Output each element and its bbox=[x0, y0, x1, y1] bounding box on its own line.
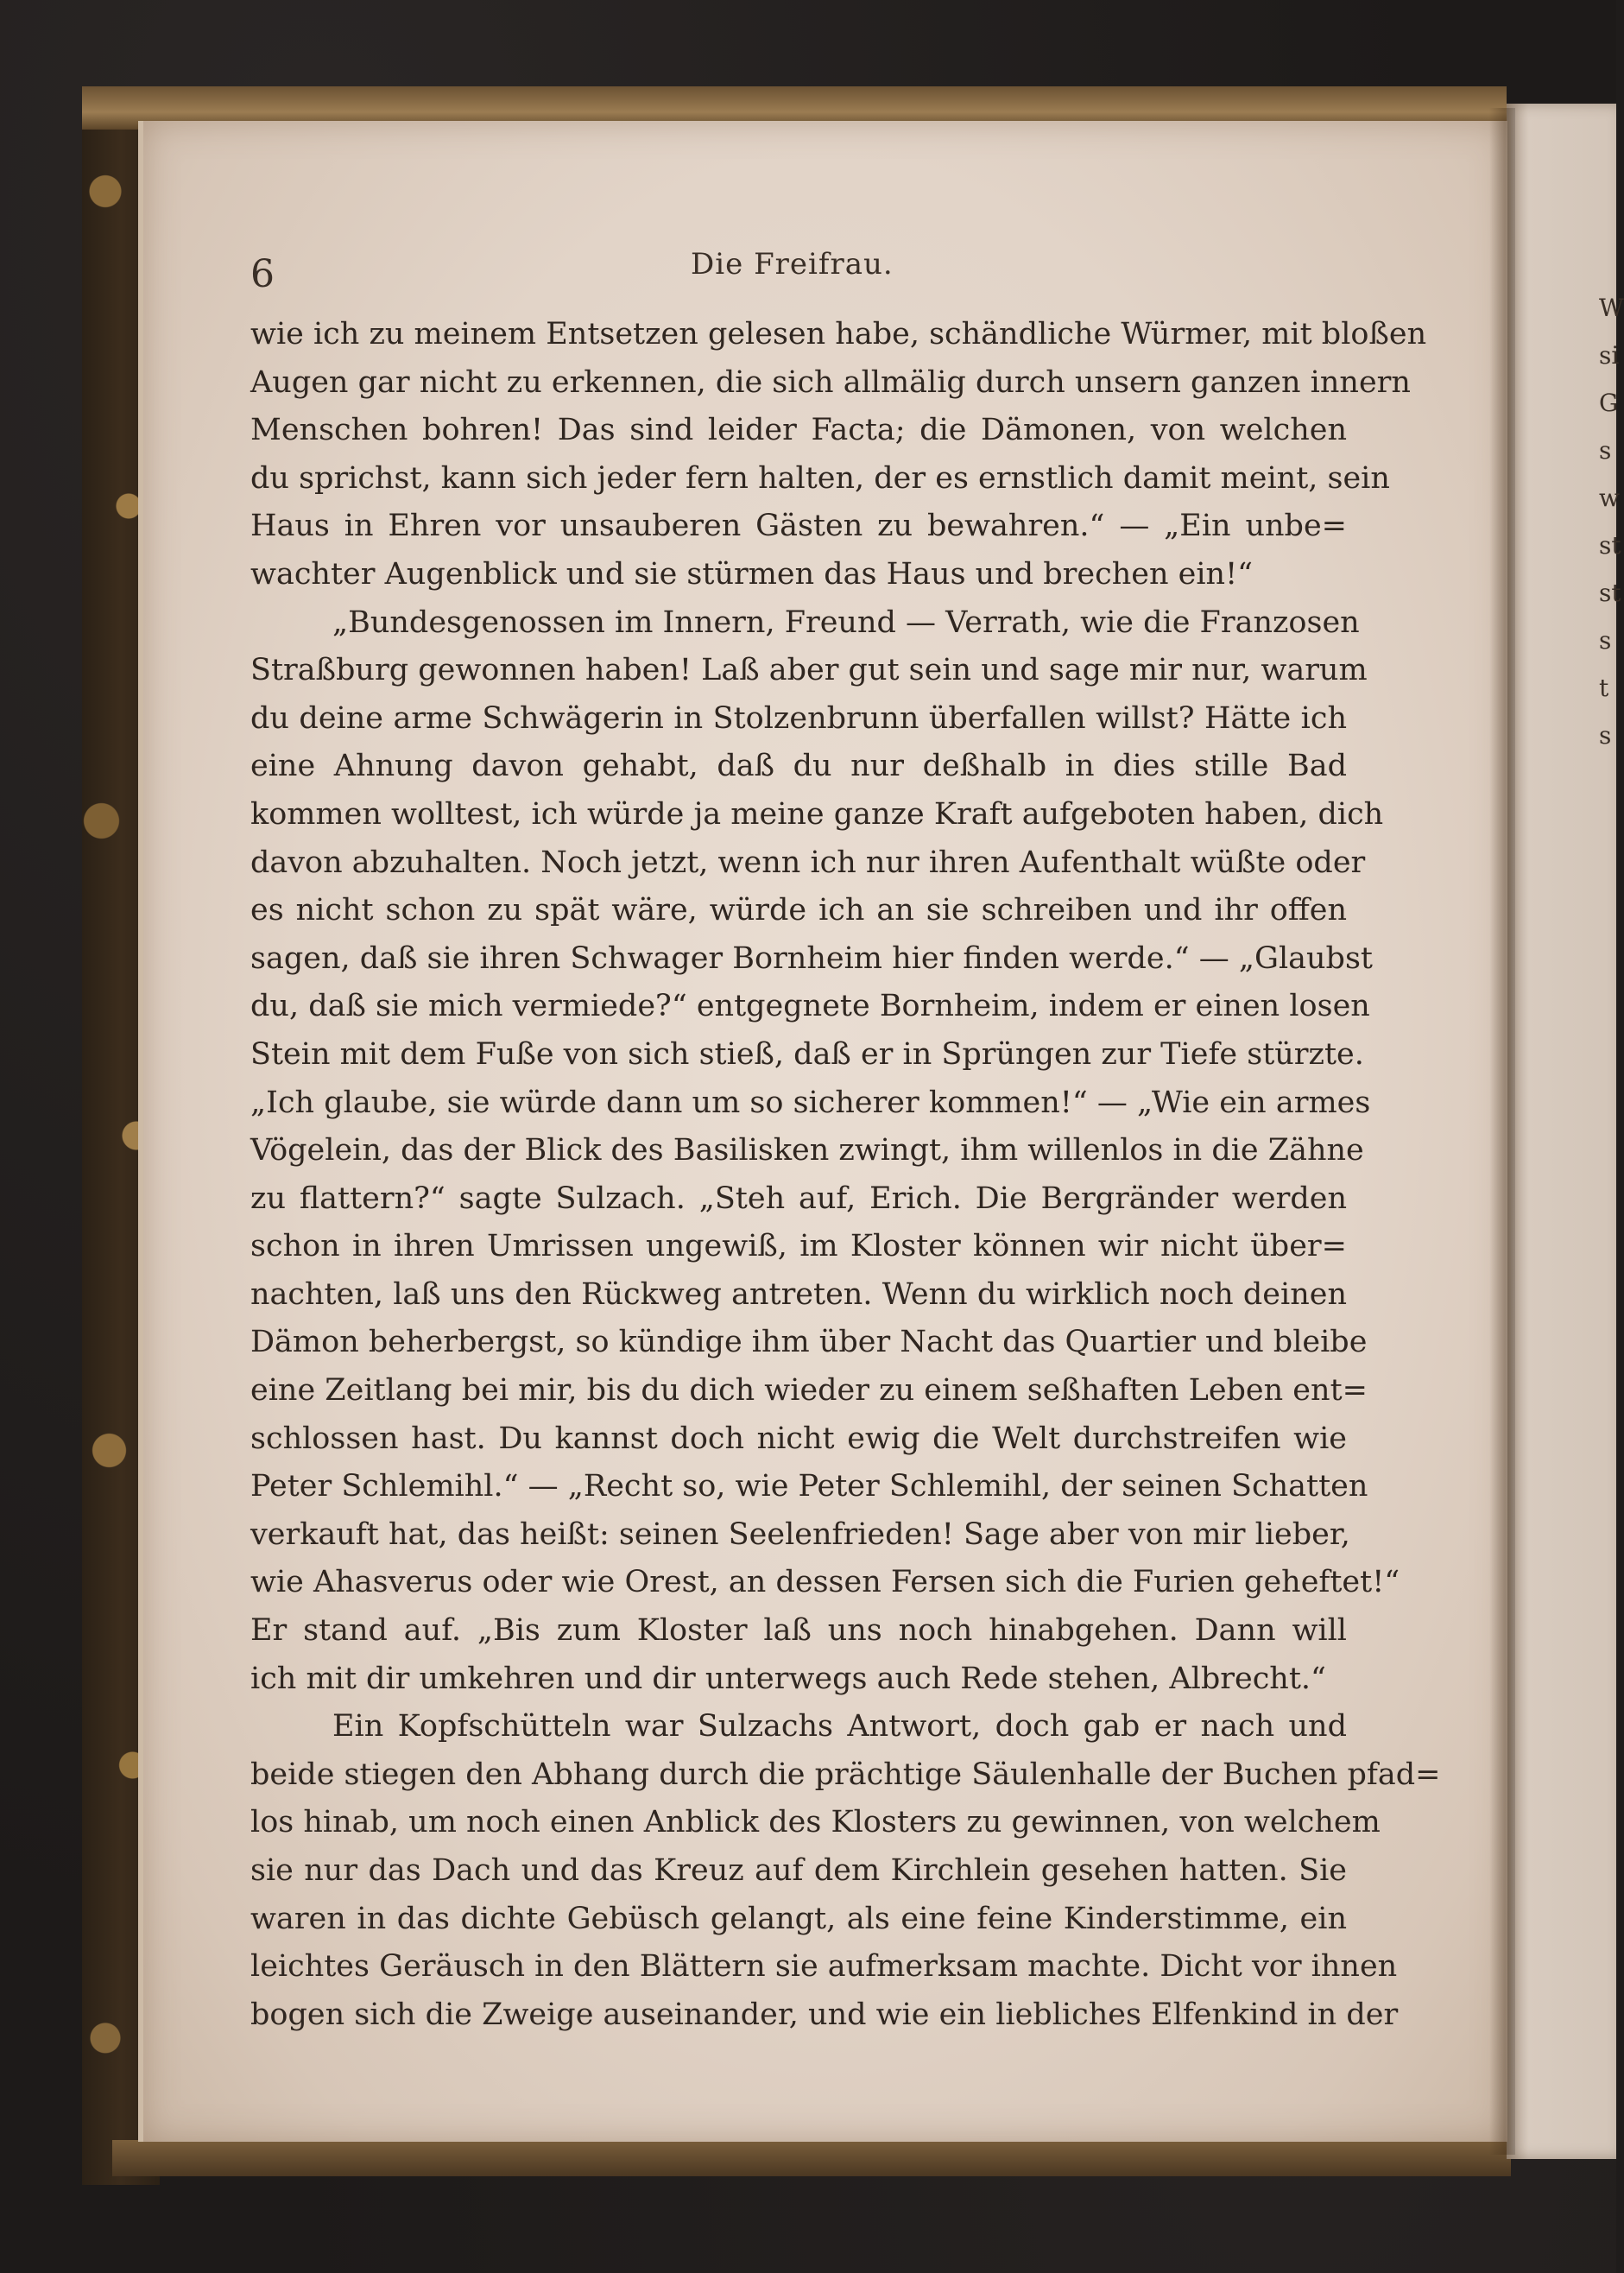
facing-page-fragment: t bbox=[1599, 674, 1609, 702]
page-number: 6 bbox=[250, 252, 275, 296]
text-line: zu flattern?“ sagte Sulzach. „Steh auf, Erich. Die Bergränder werden bbox=[250, 1181, 1347, 1216]
book-board-bottom-edge bbox=[112, 2140, 1511, 2176]
text-line: Augen gar nicht zu erkennen, die sich allmälig durch unsern ganzen innern bbox=[250, 364, 1411, 400]
text-line: Straßburg gewonnen haben! Laß aber gut sein und sage mir nur, warum bbox=[250, 653, 1368, 688]
text-line: Stein mit dem Fuße von sich stieß, daß er in Sprüngen zur Tiefe stürzte. bbox=[250, 1036, 1364, 1072]
text-line: sie nur das Dach und das Kreuz auf dem Kirchlein gesehen hatten. Sie bbox=[250, 1853, 1347, 1888]
text-line: kommen wolltest, ich würde ja meine ganze Kraft aufgeboten haben, dich bbox=[250, 796, 1384, 832]
facing-page-fragment: st bbox=[1599, 579, 1621, 607]
facing-page-fragment: st bbox=[1599, 531, 1621, 560]
text-line: leichtes Geräusch in den Blättern sie aufmerksam machte. Dicht vor ihnen bbox=[250, 1949, 1398, 1985]
running-head: Die Freifrau. bbox=[691, 247, 894, 282]
text-line: wie ich zu meinem Entsetzen gelesen habe, schändliche Würmer, mit bloßen bbox=[250, 317, 1427, 351]
text-line: beide stiegen den Abhang durch die prächtige Säulenhalle der Buchen pfad= bbox=[250, 1757, 1441, 1792]
text-line: Peter Schlemihl.“ — „Recht so, wie Peter Schlemihl, der seinen Schatten bbox=[250, 1469, 1368, 1504]
text-line: Menschen bohren! Das sind leider Facta; die Dämonen, von welchen bbox=[250, 413, 1347, 448]
text-line: schon in ihren Umrissen ungewiß, im Kloster können wir nicht über= bbox=[250, 1229, 1347, 1264]
facing-page-fragment: si bbox=[1599, 341, 1620, 370]
text-line: eine Zeitlang bei mir, bis du dich wieder zu einem seßhaften Leben ent= bbox=[250, 1373, 1368, 1409]
text-line: davon abzuhalten. Noch jetzt, wenn ich nur ihren Aufenthalt wüßte oder bbox=[250, 845, 1366, 880]
text-line: schlossen hast. Du kannst doch nicht ewig die Welt durchstreifen wie bbox=[250, 1421, 1347, 1456]
facing-page-fragment: s bbox=[1599, 436, 1612, 465]
text-line: du deine arme Schwägerin in Stolzenbrunn überfallen willst? Hätte ich bbox=[250, 700, 1347, 736]
facing-page-fragment: s bbox=[1599, 626, 1612, 655]
text-line: du sprichst, kann sich jeder fern halten, der es ernstlich damit meint, sein bbox=[250, 460, 1390, 496]
facing-page-fragment: w bbox=[1599, 484, 1620, 512]
page-gutter-shadow bbox=[1489, 108, 1515, 2155]
text-line: du, daß sie mich vermiede?“ entgegnete Bornheim, indem er einen losen bbox=[250, 989, 1370, 1024]
facing-page-fragment: W bbox=[1599, 294, 1624, 322]
text-line: eine Ahnung davon gehabt, daß du nur deßhalb in dies stille Bad bbox=[250, 749, 1347, 784]
body-text bbox=[250, 311, 1441, 2039]
text-line: wie Ahasverus oder wie Orest, an dessen Fersen sich die Furien geheftet!“ bbox=[250, 1565, 1400, 1600]
text-line: sagen, daß sie ihren Schwager Bornheim hier finden werde.“ — „Glaubst bbox=[250, 940, 1373, 976]
text-line: Dämon beherbergst, so kündige ihm über Nacht das Quartier und bleibe bbox=[250, 1325, 1368, 1360]
facing-page-fragment: s bbox=[1599, 721, 1612, 750]
text-line: ich mit dir umkehren und dir unterwegs auch Rede stehen, Albrecht.“ bbox=[250, 1661, 1326, 1696]
text-line: „Bundesgenossen im Innern, Freund — Verrath, wie die Franzosen bbox=[332, 605, 1360, 640]
text-line: los hinab, um noch einen Anblick des Klosters zu gewinnen, von welchem bbox=[250, 1805, 1381, 1840]
text-line: Haus in Ehren vor unsauberen Gästen zu bewahren.“ — „Ein unbe= bbox=[250, 509, 1347, 544]
text-line: nachten, laß uns den Rückweg antreten. Wenn du wirklich noch deinen bbox=[250, 1276, 1347, 1312]
text-line: wachter Augenblick und sie stürmen das Haus und brechen ein!“ bbox=[250, 556, 1254, 592]
text-line: Ein Kopfschütteln war Sulzachs Antwort, doch gab er nach und bbox=[332, 1709, 1347, 1744]
text-line: waren in das dichte Gebüsch gelangt, als eine feine Kinderstimme, ein bbox=[250, 1901, 1347, 1936]
text-line: bogen sich die Zweige auseinander, und wie ein liebliches Elfenkind in der bbox=[250, 1997, 1399, 2032]
text-line: es nicht schon zu spät wäre, würde ich an sie schreiben und ihr offen bbox=[250, 893, 1347, 928]
facing-page-fragment: G bbox=[1599, 389, 1619, 417]
text-line: verkauft hat, das heißt: seinen Seelenfrieden! Sage aber von mir lieber, bbox=[250, 1516, 1350, 1552]
text-line: „Ich glaube, sie würde dann um so sicherer kommen!“ — „Wie ein armes bbox=[250, 1085, 1371, 1120]
text-line: Er stand auf. „Bis zum Kloster laß uns noch hinabgehen. Dann will bbox=[250, 1613, 1347, 1649]
text-line: Vögelein, das der Blick des Basilisken zwingt, ihm willenlos in die Zähne bbox=[250, 1133, 1364, 1168]
